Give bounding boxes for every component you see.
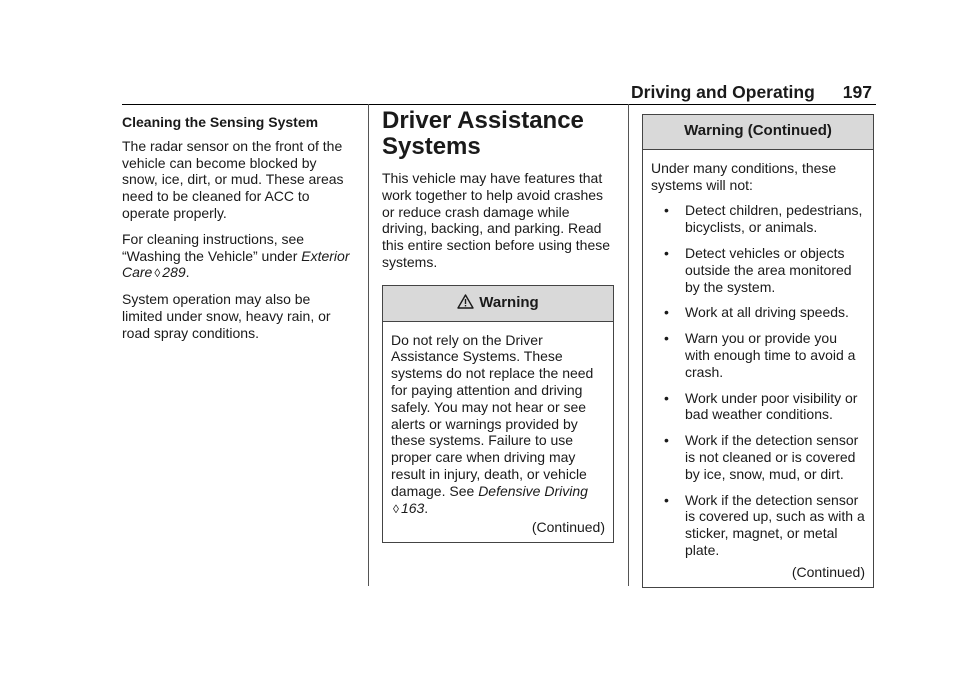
- warning-box: [382, 285, 614, 543]
- paragraph-cleaning-ref: For cleaning instructions, see “Washing the Vehicle” under Exterior Care ◊ 289.: [122, 230, 350, 281]
- list-item: [651, 432, 865, 482]
- bullet-list: [651, 202, 865, 558]
- warning-box-continued: [642, 114, 874, 588]
- bullet-icon: •: [664, 432, 669, 449]
- paragraph: The radar sensor on the front of the vehicle can become blocked by snow, ice, dirt, or mud. These areas need to be cleaned for ACC to operate properly.: [122, 137, 344, 221]
- list-item: [651, 202, 865, 236]
- list-item: [651, 245, 865, 295]
- warning-box-header: Warning (Continued): [643, 115, 873, 150]
- list-item: [651, 390, 865, 424]
- column-2: [382, 108, 614, 543]
- bullet-icon: •: [664, 244, 669, 261]
- bullet-icon: •: [664, 202, 669, 219]
- column-divider: [628, 104, 629, 586]
- paragraph-intro: This vehicle may have features that work together to help avoid crashes or reduce crash damage while driving, backing, and parking. Read this entire section before using these systems.: [382, 170, 611, 270]
- list-item: [651, 330, 865, 380]
- list-item: [651, 492, 865, 559]
- list-item-text: Detect children, pedestrians, bicyclists, or animals.: [685, 202, 863, 236]
- list-item-text: Work at all driving speeds.: [685, 304, 849, 321]
- warning-box-body: [383, 322, 613, 543]
- header-section-title: Driving and Operating: [631, 82, 815, 102]
- page-ref-number[interactable]: 289: [162, 264, 186, 281]
- warning-intro: Under many conditions, these systems will not:: [651, 159, 837, 193]
- link-exterior-care[interactable]: Exterior Care: [122, 247, 350, 281]
- subhead-cleaning: Cleaning the Sensing System: [122, 114, 319, 130]
- warning-triangle-icon: [457, 294, 474, 309]
- page-header: [631, 82, 872, 103]
- page-number: 197: [842, 82, 872, 102]
- list-item-text: Work if the detection sensor is covered up, such as with a sticker, magnet, or metal plate.: [685, 491, 865, 558]
- list-item-text: Detect vehicles or objects outside the area monitored by the system.: [685, 244, 852, 295]
- warning-text: Do not rely on the Driver Assistance Systems. These systems do not replace the need for paying attention and driving safely. You may not hear or see alerts or warnings provided by these systems. Failure to use proper care when driving may result in injury, death, or vehicle damage. See Defensive Driving ◊ 163.: [391, 331, 594, 516]
- bullet-icon: •: [664, 491, 669, 508]
- page-reference-icon: ◊: [393, 501, 399, 516]
- list-item-text: Warn you or provide you with enough time to avoid a crash.: [685, 330, 856, 380]
- column-3: [642, 114, 874, 588]
- list-item-text: Work under poor visibility or bad weather conditions.: [685, 389, 858, 423]
- link-defensive-driving[interactable]: Defensive Driving: [478, 482, 588, 499]
- warning-box-header: [383, 286, 613, 322]
- list-item: [651, 304, 865, 321]
- bullet-icon: •: [664, 389, 669, 406]
- header-rule: [122, 104, 876, 105]
- warning-heading: Warning: [479, 293, 539, 311]
- list-item-text: Work if the detection sensor is not cleaned or is covered by ice, snow, mud, or dirt.: [685, 432, 859, 482]
- continued-label: (Continued): [791, 563, 865, 580]
- column-divider: [368, 104, 369, 586]
- page-ref-number[interactable]: 163: [400, 499, 425, 516]
- warning-box-body: [643, 150, 873, 587]
- column-1: [122, 114, 354, 351]
- continued-label: (Continued): [531, 519, 605, 536]
- bullet-icon: •: [664, 304, 669, 321]
- bullet-icon: •: [664, 330, 669, 347]
- paragraph: System operation may also be limited under snow, heavy rain, or road spray conditions.: [122, 291, 331, 341]
- page-reference-icon: ◊: [154, 266, 161, 281]
- section-title: Driver Assistance Systems: [382, 107, 584, 160]
